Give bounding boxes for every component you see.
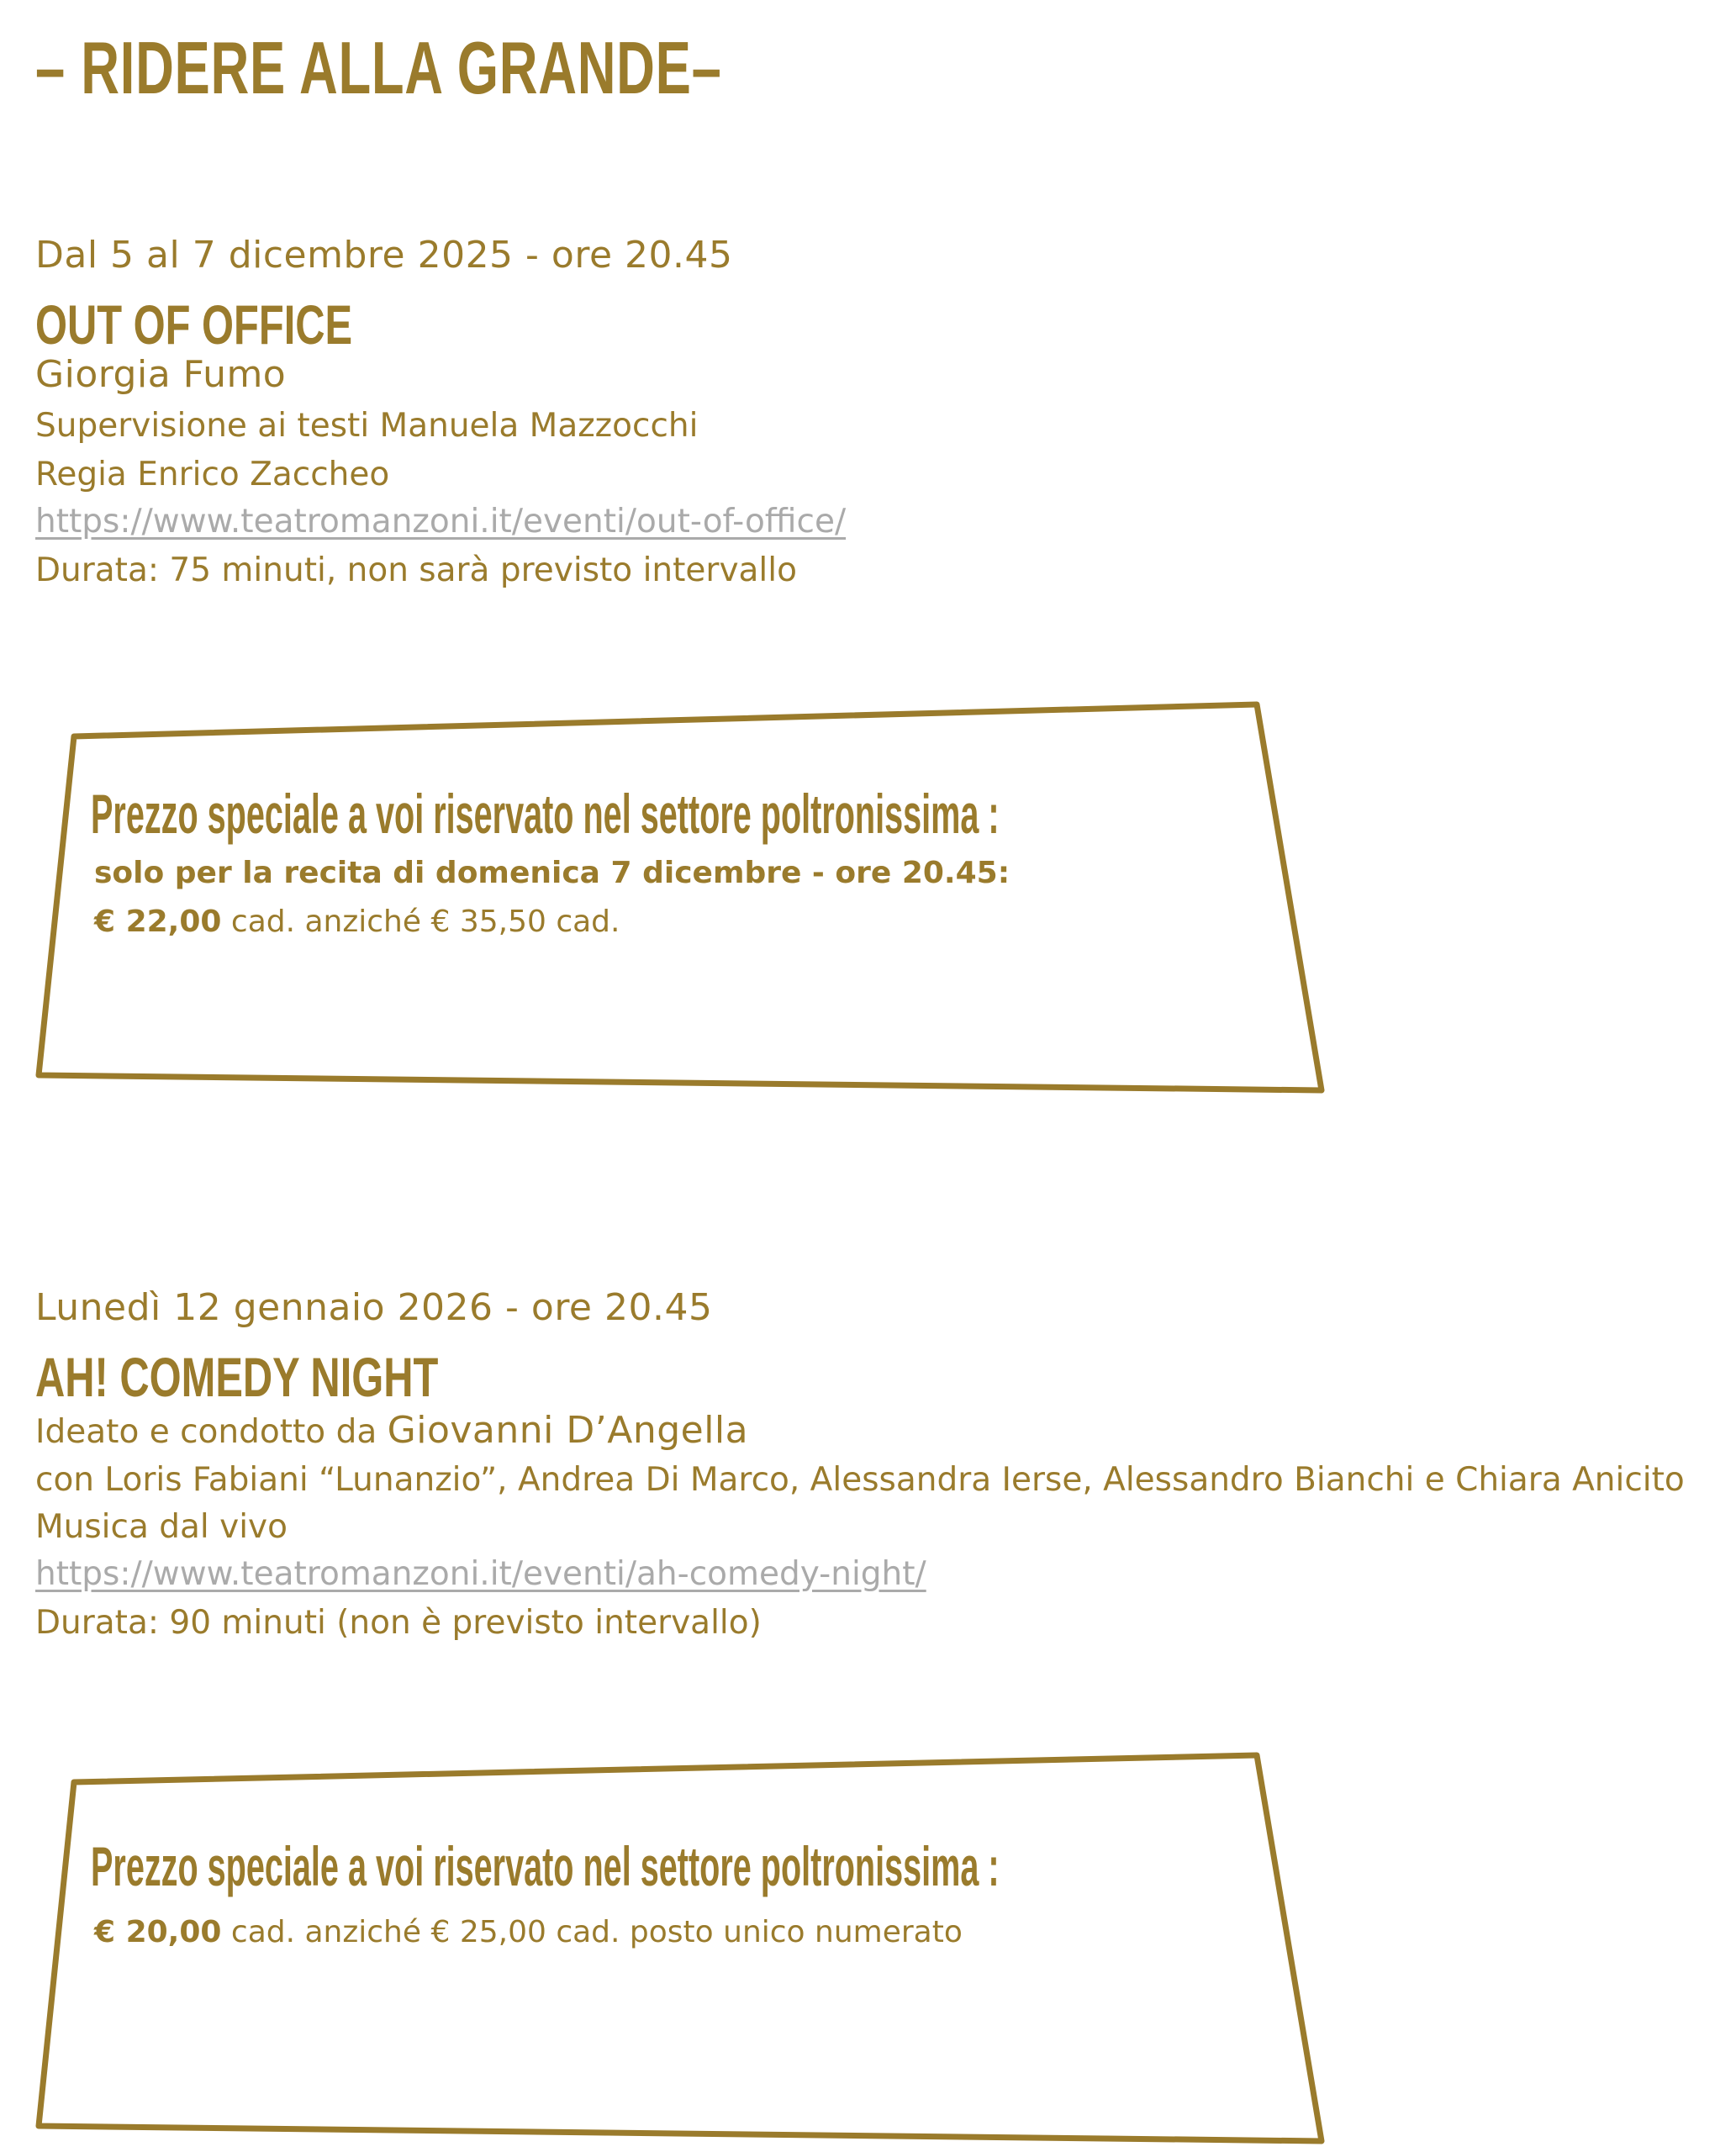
event-1-duration: Durata: 75 minuti, non sarà previsto intervallo bbox=[35, 551, 797, 589]
event-2-cast: con Loris Fabiani “Lunanzio”, Andrea Di Marco, Alessandra Ierse, Alessandro Bianchi e Chiara Anicito bbox=[35, 1461, 1685, 1499]
event-1-credit-writing: Supervisione ai testi Manuela Mazzocchi bbox=[35, 407, 699, 445]
event-1-date: Dal 5 al 7 dicembre 2025 - ore 20.45 bbox=[35, 234, 733, 277]
offer-1-price-line bbox=[94, 905, 620, 939]
event-2-music: Musica dal vivo bbox=[35, 1508, 288, 1546]
offer-2-title: Prezzo speciale a voi riservato nel settore poltronissima : bbox=[91, 1835, 1000, 1897]
offer-1-price-detail: cad. anziché € 35,50 cad. bbox=[221, 905, 620, 939]
event-1-credit-direction: Regia Enrico Zaccheo bbox=[35, 456, 390, 493]
offer-2-price-line bbox=[94, 1915, 963, 1949]
event-2-intro bbox=[35, 1409, 748, 1452]
event-2-intro-prefix: Ideato e condotto da bbox=[35, 1413, 388, 1451]
section-title: – RIDERE ALLA GRANDE– bbox=[35, 26, 722, 109]
offer-box-1-frame bbox=[39, 704, 1322, 1090]
event-1-title: OUT OF OFFICE bbox=[35, 293, 353, 356]
offer-2-price: € 20,00 bbox=[94, 1915, 222, 1949]
event-2-host: Giovanni D’Angella bbox=[387, 1409, 749, 1452]
event-1-link[interactable]: https://www.teatromanzoni.it/eventi/out-of-office/ bbox=[35, 503, 847, 541]
event-2-date: Lunedì 12 gennaio 2026 - ore 20.45 bbox=[35, 1286, 713, 1329]
offer-1-note: solo per la recita di domenica 7 dicembre - ore 20.45: bbox=[94, 856, 1010, 890]
offer-1-title: Prezzo speciale a voi riservato nel settore poltronissima : bbox=[91, 783, 1000, 845]
event-2-duration: Durata: 90 minuti (non è previsto intervallo) bbox=[35, 1604, 762, 1642]
event-2-title: AH! COMEDY NIGHT bbox=[35, 1346, 439, 1408]
offer-1-price: € 22,00 bbox=[94, 905, 222, 939]
event-2-link[interactable]: https://www.teatromanzoni.it/eventi/ah-comedy-night/ bbox=[35, 1555, 926, 1593]
offer-2-price-detail: cad. anziché € 25,00 cad. posto unico numerato bbox=[221, 1915, 963, 1949]
event-1-performer: Giorgia Fumo bbox=[35, 353, 287, 396]
